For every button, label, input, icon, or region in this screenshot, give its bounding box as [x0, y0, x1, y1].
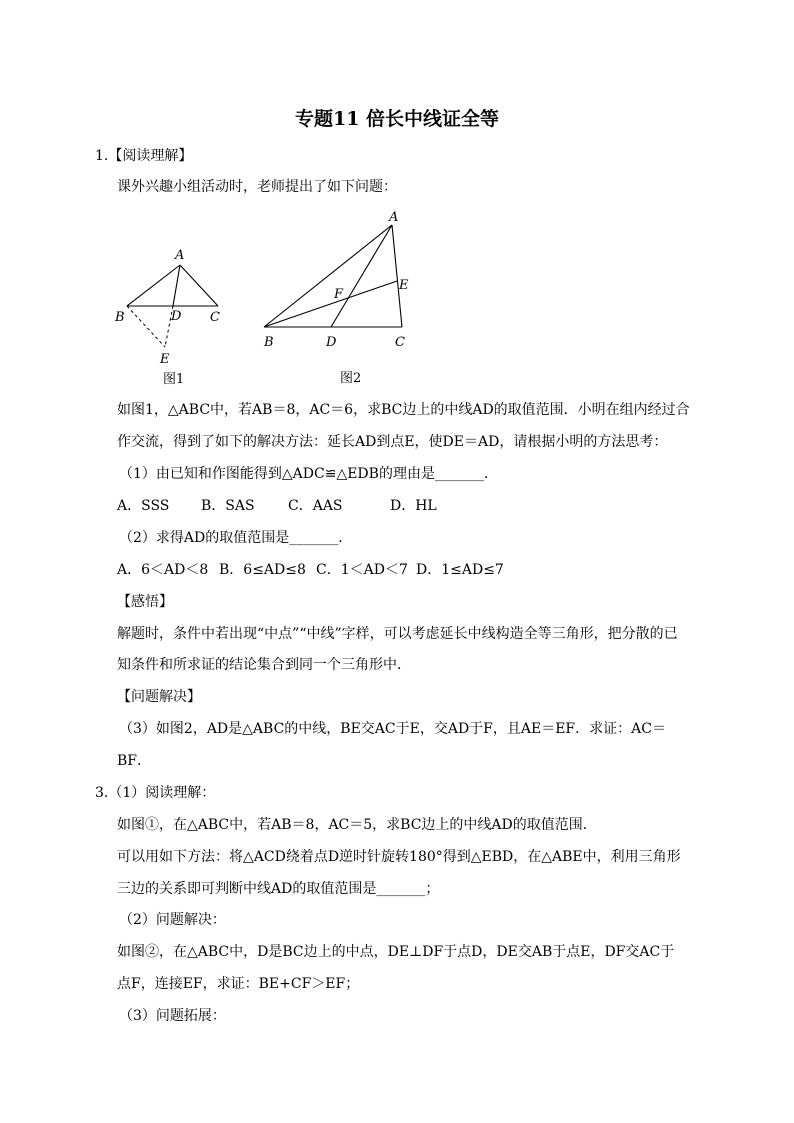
- q1-paragraph-line-1: 如图1，△ABC中，若AB＝8，AC＝6，求BC边上的中线AD的取值范围．小明在组内经过合: [117, 402, 690, 418]
- fig2-label-d: D: [326, 335, 337, 350]
- q1-sub-question-2: （2）求得AD的取值范围是_______．: [119, 530, 353, 546]
- q1-paragraph-line-2: 作交流，得到了如下的解决方法：延长AD到点E，使DE＝AD，请根据小明的方法思考：: [117, 434, 668, 450]
- fig2-label-f: F: [334, 287, 344, 302]
- problem-solving-heading: 【问题解决】: [117, 689, 201, 705]
- question-1-intro: 课外兴趣小组活动时，老师提出了如下问题：: [117, 179, 397, 195]
- q1-sub1-option-b: B．SAS: [201, 498, 255, 514]
- insight-heading: 【感悟】: [117, 594, 173, 610]
- fig1-label-d: D: [171, 309, 182, 324]
- q1-sub1-option-c: C．AAS: [288, 498, 343, 514]
- question-3-number: 3.（1）阅读理解：: [95, 785, 216, 801]
- fig2-label-a: A: [389, 210, 399, 225]
- figure-2: [255, 205, 420, 385]
- q3-line-2: 可以用如下方法：将△ACD绕着点D逆时针旋转180°得到△EBD，在△ABE中，利用三角形: [117, 849, 681, 865]
- q3-line-5: 点F，连接EF，求证：BE+CF＞EF；: [117, 976, 360, 992]
- q1-sub-question-3-line-2: BF．: [117, 753, 152, 769]
- fig2-label-c: C: [395, 335, 405, 350]
- fig1-caption: 图1: [163, 372, 185, 387]
- figure-1: [105, 240, 240, 390]
- fig1-label-e: E: [160, 352, 170, 367]
- q1-sub2-option-a: A．6＜AD＜8: [117, 562, 209, 578]
- q1-sub1-option-d: D．HL: [390, 498, 437, 514]
- page-title: 专题11 倍长中线证全等: [294, 108, 500, 130]
- insight-line-2: 知条件和所求证的结论集合到同一个三角形中．: [117, 657, 411, 673]
- q1-sub-question-3-line-1: （3）如图2，AD是△ABC的中线，BE交AC于E，交AD于F，且AE＝EF．求证：AC＝: [119, 721, 666, 737]
- fig2-caption: 图2: [340, 371, 362, 385]
- q1-sub2-option-d: D．1≤AD≤7: [416, 562, 504, 578]
- q1-sub1-option-a: A．SSS: [117, 498, 170, 514]
- q1-sub-question-1: （1）由已知和作图能得到△ADC≌△EDB的理由是_______．: [119, 466, 498, 482]
- q1-sub2-option-c: C．1＜AD＜7: [316, 562, 408, 578]
- q3-line-4: 如图②，在△ABC中，D是BC边上的中点，DE⊥DF于点D，DE交AB于点E，DF交AC于: [117, 944, 675, 960]
- question-1-number: 1.【阅读理解】: [95, 148, 193, 164]
- q3-line-3: 三边的关系即可判断中线AD的取值范围是_______；: [117, 881, 440, 897]
- q3-part-2-heading: （2）问题解决：: [119, 912, 226, 928]
- q1-sub2-option-b: B．6≤AD≤8: [219, 562, 306, 578]
- insight-line-1: 解题时，条件中若出现“中点”“中线”字样，可以考虑延长中线构造全等三角形，把分散的已: [117, 626, 678, 642]
- q3-line-1: 如图①，在△ABC中，若AB＝8，AC＝5，求BC边上的中线AD的取值范围．: [117, 817, 597, 833]
- q3-part-3-heading: （3）问题拓展：: [119, 1008, 226, 1024]
- fig1-label-c: C: [210, 310, 220, 325]
- fig2-label-e: E: [399, 278, 409, 293]
- fig1-label-b: B: [115, 310, 125, 325]
- fig2-label-b: B: [264, 335, 274, 350]
- fig1-label-a: A: [175, 248, 185, 263]
